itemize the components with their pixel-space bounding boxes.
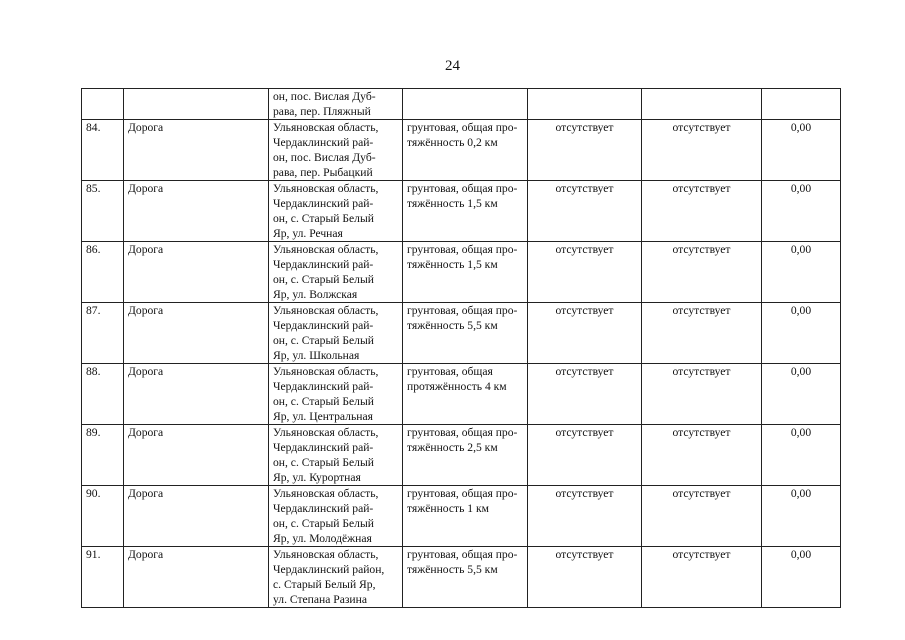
table-row xyxy=(82,547,841,608)
object-address-line: Чердаклинский рай- xyxy=(273,319,374,332)
book-value: 0,00 xyxy=(762,486,841,547)
book-value xyxy=(762,89,841,120)
object-address-line: Яр, ул. Центральная xyxy=(273,410,373,423)
object-address-line: Яр, ул. Школьная xyxy=(273,349,360,362)
object-description xyxy=(403,89,528,120)
object-description-line: протяжённость 4 км xyxy=(407,380,507,393)
object-address-line: Ульяновская область, xyxy=(273,182,379,195)
object-description-line: тяжённость 5,5 км xyxy=(407,319,498,332)
object-description xyxy=(403,242,528,303)
object-address-line: Чердаклинский рай- xyxy=(273,441,374,454)
object-description-line: тяжённость 5,5 км xyxy=(407,563,498,576)
object-name: Дорога xyxy=(124,181,269,242)
table-body xyxy=(82,89,841,608)
registration-info xyxy=(642,89,762,120)
row-number: 87. xyxy=(82,303,124,364)
book-value: 0,00 xyxy=(762,547,841,608)
object-description-line: грунтовая, общая про- xyxy=(407,304,518,317)
row-number: 84. xyxy=(82,120,124,181)
object-address-line: он, пос. Вислая Дуб- xyxy=(273,151,376,164)
row-number: 88. xyxy=(82,364,124,425)
object-address-line: он, с. Старый Белый xyxy=(273,334,374,347)
book-value: 0,00 xyxy=(762,303,841,364)
object-description-line: грунтовая, общая про- xyxy=(407,548,518,561)
object-description-line: грунтовая, общая про- xyxy=(407,121,518,134)
registration-info: отсутствует xyxy=(642,242,762,303)
object-address-line: Чердаклинский рай- xyxy=(273,380,374,393)
row-number: 90. xyxy=(82,486,124,547)
table-row xyxy=(82,89,841,120)
object-description-line: тяжённость 2,5 км xyxy=(407,441,498,454)
object-name: Дорога xyxy=(124,547,269,608)
object-address-line: Яр, ул. Речная xyxy=(273,227,343,240)
roads-table xyxy=(81,88,841,608)
owner-info: отсутствует xyxy=(528,425,642,486)
owner-info: отсутствует xyxy=(528,364,642,425)
registration-info: отсутствует xyxy=(642,181,762,242)
object-address-line: он, с. Старый Белый xyxy=(273,212,374,225)
object-description-line: грунтовая, общая про- xyxy=(407,243,518,256)
object-name: Дорога xyxy=(124,486,269,547)
object-description-line: тяжённость 1 км xyxy=(407,502,489,515)
object-address-line: Ульяновская область, xyxy=(273,304,379,317)
object-description xyxy=(403,486,528,547)
object-description-line: тяжённость 0,2 км xyxy=(407,136,498,149)
object-name: Дорога xyxy=(124,364,269,425)
object-address-line: Чердаклинский рай- xyxy=(273,258,374,271)
object-description xyxy=(403,364,528,425)
book-value: 0,00 xyxy=(762,364,841,425)
row-number: 91. xyxy=(82,547,124,608)
registration-info: отсутствует xyxy=(642,120,762,181)
table-row xyxy=(82,425,841,486)
object-address-line: рава, пер. Рыбацкий xyxy=(273,166,373,179)
owner-info: отсутствует xyxy=(528,303,642,364)
registration-info: отсутствует xyxy=(642,547,762,608)
object-address xyxy=(269,303,403,364)
page-number: 24 xyxy=(445,58,460,74)
table-row xyxy=(82,486,841,547)
object-address-line: Ульяновская область, xyxy=(273,365,379,378)
object-address xyxy=(269,425,403,486)
object-description-line: тяжённость 1,5 км xyxy=(407,258,498,271)
object-address xyxy=(269,181,403,242)
object-name xyxy=(124,89,269,120)
object-address-line: он, с. Старый Белый xyxy=(273,456,374,469)
owner-info: отсутствует xyxy=(528,486,642,547)
object-address-line: Яр, ул. Курортная xyxy=(273,471,361,484)
row-number: 85. xyxy=(82,181,124,242)
owner-info: отсутствует xyxy=(528,547,642,608)
owner-info: отсутствует xyxy=(528,120,642,181)
owner-info xyxy=(528,89,642,120)
owner-info: отсутствует xyxy=(528,181,642,242)
row-number: 86. xyxy=(82,242,124,303)
object-address xyxy=(269,486,403,547)
object-description xyxy=(403,547,528,608)
object-address-line: рава, пер. Пляжный xyxy=(273,105,371,118)
object-address-line: Ульяновская область, xyxy=(273,243,379,256)
object-address-line: он, с. Старый Белый xyxy=(273,273,374,286)
row-number xyxy=(82,89,124,120)
object-address-line: Ульяновская область, xyxy=(273,487,379,500)
owner-info: отсутствует xyxy=(528,242,642,303)
object-address-line: Чердаклинский рай- xyxy=(273,136,374,149)
object-address-line: Яр, ул. Волжская xyxy=(273,288,358,301)
book-value: 0,00 xyxy=(762,181,841,242)
object-description-line: грунтовая, общая про- xyxy=(407,487,518,500)
object-description-line: грунтовая, общая про- xyxy=(407,182,518,195)
object-description-line: грунтовая, общая xyxy=(407,365,493,378)
book-value: 0,00 xyxy=(762,120,841,181)
object-address-line: Яр, ул. Молодёжная xyxy=(273,532,372,545)
object-name: Дорога xyxy=(124,303,269,364)
object-description xyxy=(403,181,528,242)
table-row xyxy=(82,120,841,181)
registration-info: отсутствует xyxy=(642,425,762,486)
object-address-line: Ульяновская область, xyxy=(273,548,379,561)
object-address-line: он, с. Старый Белый xyxy=(273,517,374,530)
object-address xyxy=(269,242,403,303)
table-row xyxy=(82,242,841,303)
object-description xyxy=(403,425,528,486)
object-description xyxy=(403,303,528,364)
object-address-line: Чердаклинский рай- xyxy=(273,502,374,515)
row-number: 89. xyxy=(82,425,124,486)
object-address-line: Чердаклинский район, xyxy=(273,563,385,576)
object-address xyxy=(269,547,403,608)
object-address xyxy=(269,120,403,181)
book-value: 0,00 xyxy=(762,425,841,486)
table-row xyxy=(82,181,841,242)
registration-info: отсутствует xyxy=(642,303,762,364)
object-address-line: с. Старый Белый Яр, xyxy=(273,578,376,591)
object-address-line: Чердаклинский рай- xyxy=(273,197,374,210)
object-address-line: ул. Степана Разина xyxy=(273,593,367,606)
table-row xyxy=(82,303,841,364)
object-address xyxy=(269,89,403,120)
object-description xyxy=(403,120,528,181)
object-address-line: он, с. Старый Белый xyxy=(273,395,374,408)
table-row xyxy=(82,364,841,425)
object-description-line: грунтовая, общая про- xyxy=(407,426,518,439)
book-value: 0,00 xyxy=(762,242,841,303)
object-name: Дорога xyxy=(124,242,269,303)
object-address-line: Ульяновская область, xyxy=(273,426,379,439)
registration-info: отсутствует xyxy=(642,364,762,425)
object-address xyxy=(269,364,403,425)
object-address-line: Ульяновская область, xyxy=(273,121,379,134)
object-description-line: тяжённость 1,5 км xyxy=(407,197,498,210)
object-name: Дорога xyxy=(124,120,269,181)
object-address-line: он, пос. Вислая Дуб- xyxy=(273,90,376,103)
object-name: Дорога xyxy=(124,425,269,486)
registration-info: отсутствует xyxy=(642,486,762,547)
